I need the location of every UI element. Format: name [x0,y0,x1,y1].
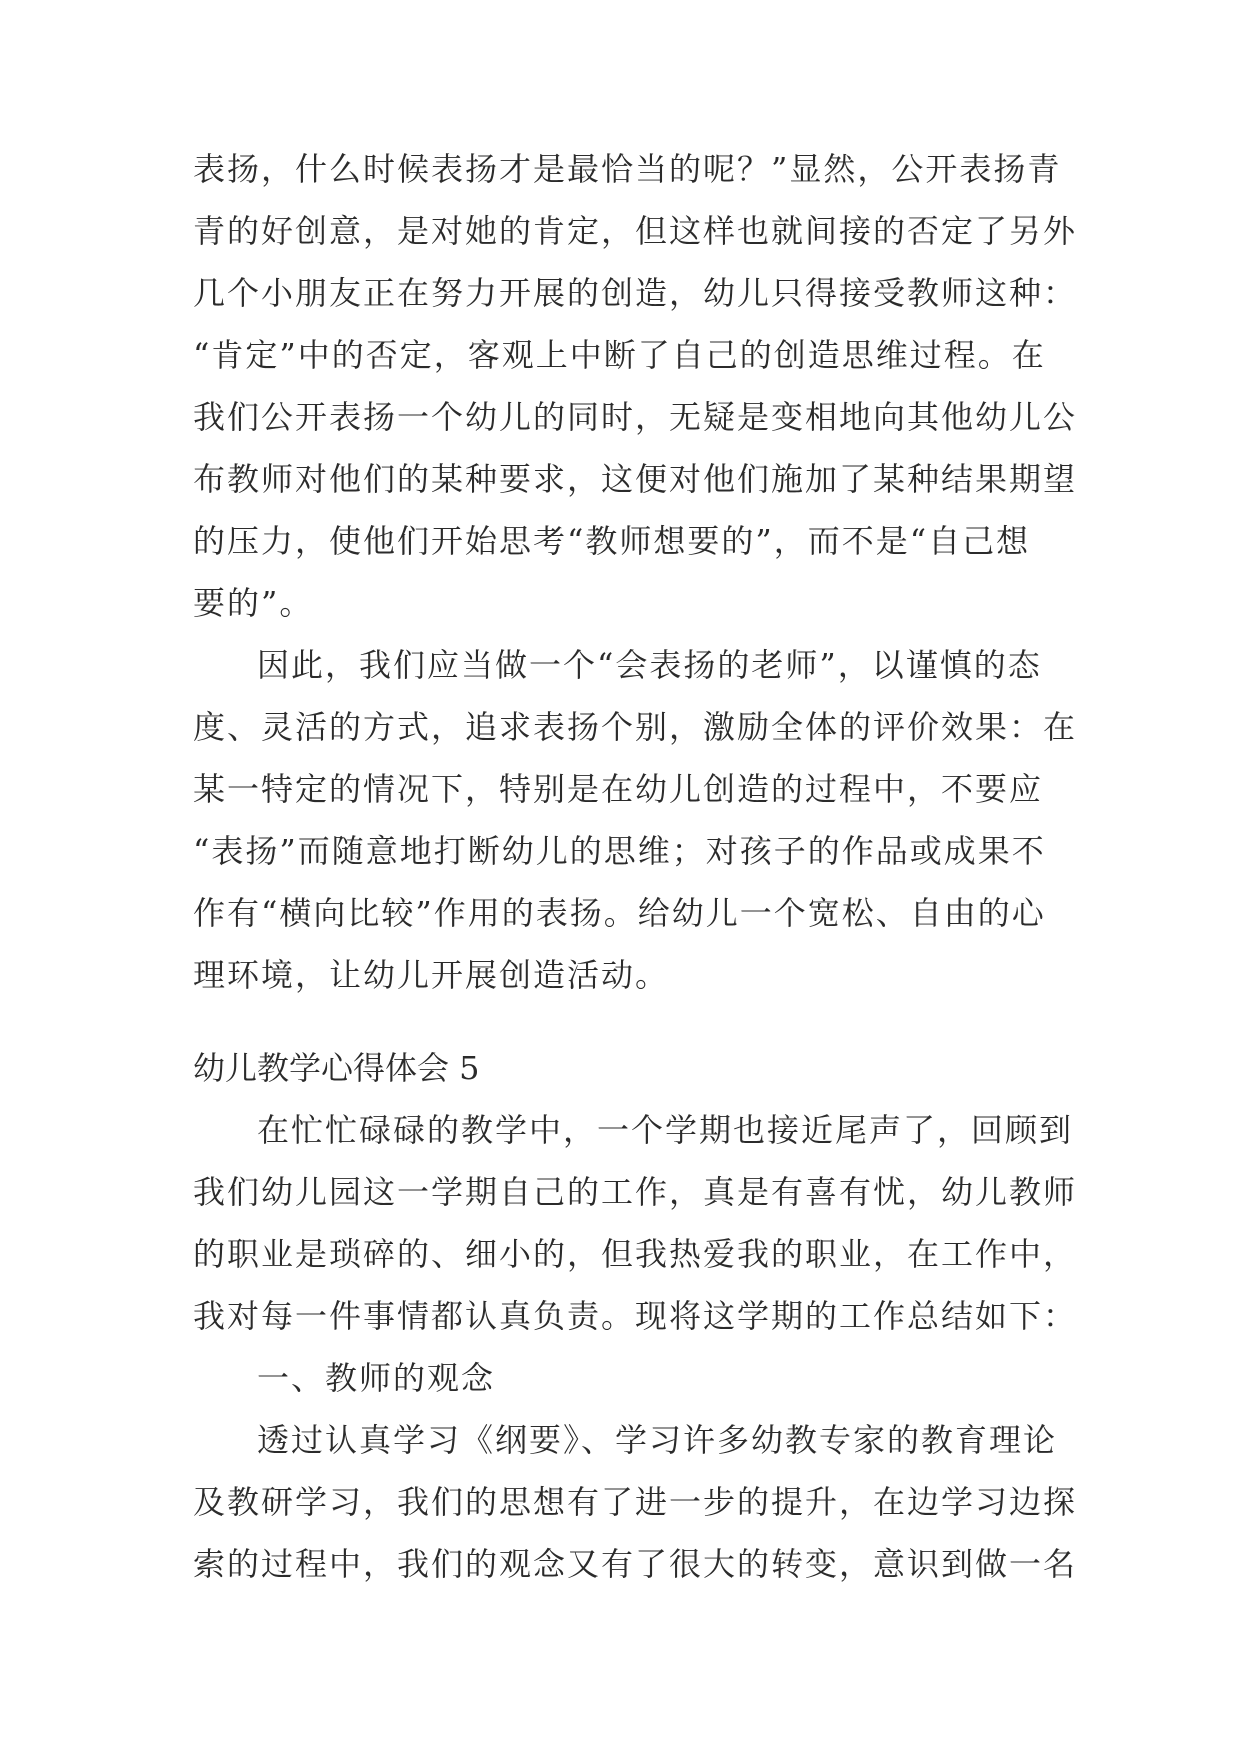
text-line: 布教师对他们的某种要求，这便对他们施加了某种结果期望 [193,460,1078,498]
text-line: 在忙忙碌碌的教学中，一个学期也接近尾声了，回顾到 [257,1111,1074,1149]
paragraph-conclusion [193,634,1078,1006]
text-line: 度、灵活的方式，追求表扬个别，激励全体的评价效果：在 [193,708,1078,746]
text-line: 要的”。 [193,584,314,622]
text-line: 几个小朋友正在努力开展的创造，幼儿只得接受教师这种： [193,274,1078,312]
paragraph-teacher-concept [193,1409,1078,1595]
text-line: 及教研学习，我们的思想有了进一步的提升，在边学习边探 [193,1483,1078,1521]
subsection-heading [193,1347,1053,1409]
text-line: 我们公开表扬一个幼儿的同时，无疑是变相地向其他幼儿公 [193,398,1078,436]
text-line: 索的过程中，我们的观念又有了很大的转变，意识到做一名 [193,1545,1078,1583]
text-line: 青的好创意，是对她的肯定，但这样也就间接的否定了另外 [193,212,1078,250]
text-line: 的压力，使他们开始思考“教师想要的”，而不是“自己想 [193,522,1031,560]
text-line: 作有“横向比较”作用的表扬。给幼儿一个宽松、自由的心 [193,894,1046,932]
text-line: “肯定”中的否定，客观上中断了自己的创造思维过程。在 [193,336,1046,374]
text-line: 透过认真学习《纲要》、学习许多幼教专家的教育理论 [257,1421,1058,1459]
text-line: 理环境，让幼儿开展创造活动。 [193,956,670,994]
section-heading [193,1037,1053,1099]
paragraph-intro [193,1099,1078,1347]
paragraph-praise-timing [193,138,1078,634]
text-line: 某一特定的情况下，特别是在幼儿创造的过程中，不要应 [193,770,1044,808]
text-line: 表扬，什么时候表扬才是最恰当的呢？”显然，公开表扬青 [193,150,1062,188]
text-line: “表扬”而随意地打断幼儿的思维；对孩子的作品或成果不 [193,832,1046,870]
text-line: 因此，我们应当做一个“会表扬的老师”，以谨慎的态 [257,646,1042,684]
text-line: 我对每一件事情都认真负责。现将这学期的工作总结如下： [193,1297,1078,1335]
text-line: 我们幼儿园这一学期自己的工作，真是有喜有忧，幼儿教师 [193,1173,1078,1211]
subsection-title: 一、教师的观念 [257,1359,496,1397]
section-title: 幼儿教学心得体会 5 [193,1049,480,1087]
text-line: 的职业是琐碎的、细小的，但我热爱我的职业，在工作中， [193,1235,1078,1273]
